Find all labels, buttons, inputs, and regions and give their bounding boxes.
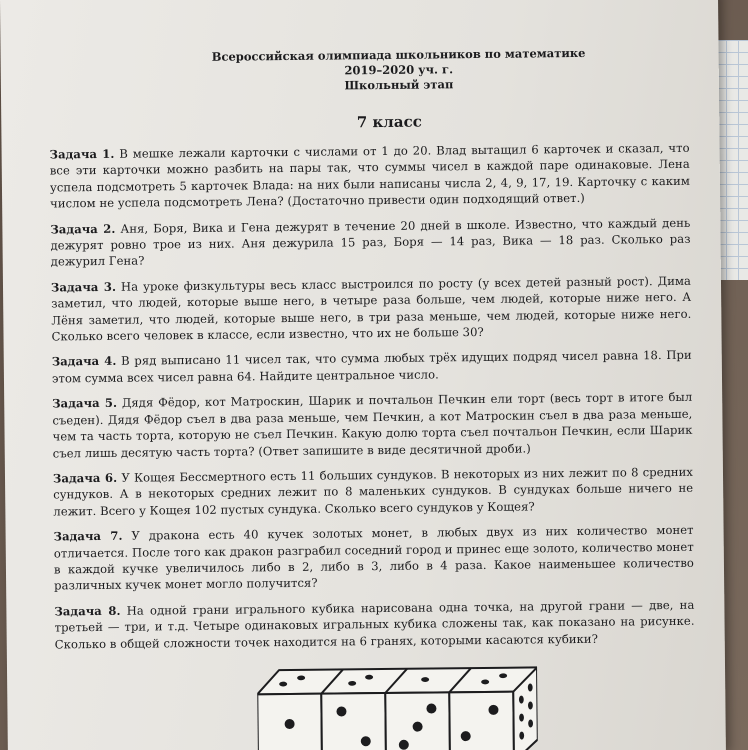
task-2 (50, 214, 690, 270)
task-5 (52, 389, 693, 461)
task-3 (51, 273, 692, 345)
task-text: В мешке лежали карточки с числами от 1 до 20. Влад вытащил 6 карточек и сказал, что все эти карточки можно разбить на пары так, что суммы чисел в каждой паре одинаковые. Лена успела подсмотреть 5 карточек Влада: на них были написаны числа 2, 4, 9, 17, 19. Карточку с каким числом не успела подсмотреть Лена? (Достаточно привести один подходящий ответ.) (49, 140, 691, 211)
task-label: Задача 6. (52, 470, 118, 486)
task-8 (54, 597, 694, 653)
task-label: Задача 4. (51, 354, 117, 369)
die-3-front (385, 692, 450, 750)
task-text: У дракона есть 40 кучек золотых монет, в любых двух из них количество монет отличается. После того как дракон разграбил соседний город и принес еще золото, количество монет в каждой кучке увеличилось либо в 2, либо в 3, либо в 4 раза. Какое наименьшее количество различных кучек монет могло получится? (53, 522, 695, 593)
header-stage: Школьный этап (344, 77, 454, 93)
header-year: 2019–2020 уч. г. (344, 62, 454, 78)
task-label: Задача 3. (50, 279, 117, 295)
task-label: Задача 5. (52, 396, 118, 411)
task-text: На одной грани игрального кубика нарисована одна точка, на другой грани — две, на третьей — три, и т.д. Четыре одинаковых игральных кубика сложены так, как показано на рисунке. Сколько в общей сложности точек находится на 6 гранях, которыми касаются кубики? (54, 597, 695, 652)
task-4 (52, 347, 692, 387)
header-title: Всероссийская олимпиада школьников по математике (211, 45, 586, 64)
document-content (49, 45, 695, 662)
task-text: У Кощея Бессмертного есть 11 больших сундуков. В некоторых из них лежит по 8 средних сундуков. А в некоторых средних лежит по 8 маленьких сундуков. В сундуках больше ничего не лежит. Всего у Кощея 102 пустых сундука. Сколько всего сундуков у Кощея? (53, 464, 694, 519)
task-7 (54, 522, 695, 594)
task-6 (53, 464, 693, 520)
die-4-front (449, 692, 514, 750)
task-text: На уроке физкультуры весь класс выстроился по росту (у всех детей разный рост). Дима заметил, что людей, которые выше него, в четыре раза больше, чем людей, которые ниже него. А Лёня заметил, что людей, которые выше него, в три раза меньше, чем людей, которые ниже него. Сколько всего человек в классе, если известно, что их не больше 30? (51, 273, 692, 344)
task-text: Дядя Фёдор, кот Матроскин, Шарик и почтальон Печкин ели торт (весь торт в итоге был съеден). Дядя Фёдор съел в два раза меньше, чем Печкин, а кот Матроскин съел в два раза меньше, чем та часть торта, которую не съел Печкин. Какую долю торта съел почтальон Печкин, если Шарик съел лишь десятую часть торта? (Ответ запишите в виде десятичной дроби.) (52, 390, 693, 460)
dice-illustration (257, 659, 538, 750)
task-label: Задача 2. (50, 221, 116, 237)
task-label: Задача 1. (49, 146, 115, 162)
die-2-front (321, 693, 386, 750)
task-label: Задача 7. (53, 528, 123, 544)
task-1 (50, 140, 691, 212)
task-text: Аня, Боря, Вика и Гена дежурят в течение 20 дней в школе. Известно, что каждый день дежурят ровно трое из них. Аня дежурила 15 раз, Боря — 14 раз, Вика — 18 раз. Сколько раз дежурил Гена? (50, 215, 691, 269)
task-label: Задача 8. (54, 603, 121, 619)
olympiad-header (109, 45, 689, 96)
grade-heading: 7 класс (356, 112, 422, 132)
task-text: В ряд выписано 11 чисел так, что сумма любых трёх идущих подряд чисел равна 18. При этом сумма всех чисел равна 64. Найдите центральное число. (51, 348, 692, 386)
